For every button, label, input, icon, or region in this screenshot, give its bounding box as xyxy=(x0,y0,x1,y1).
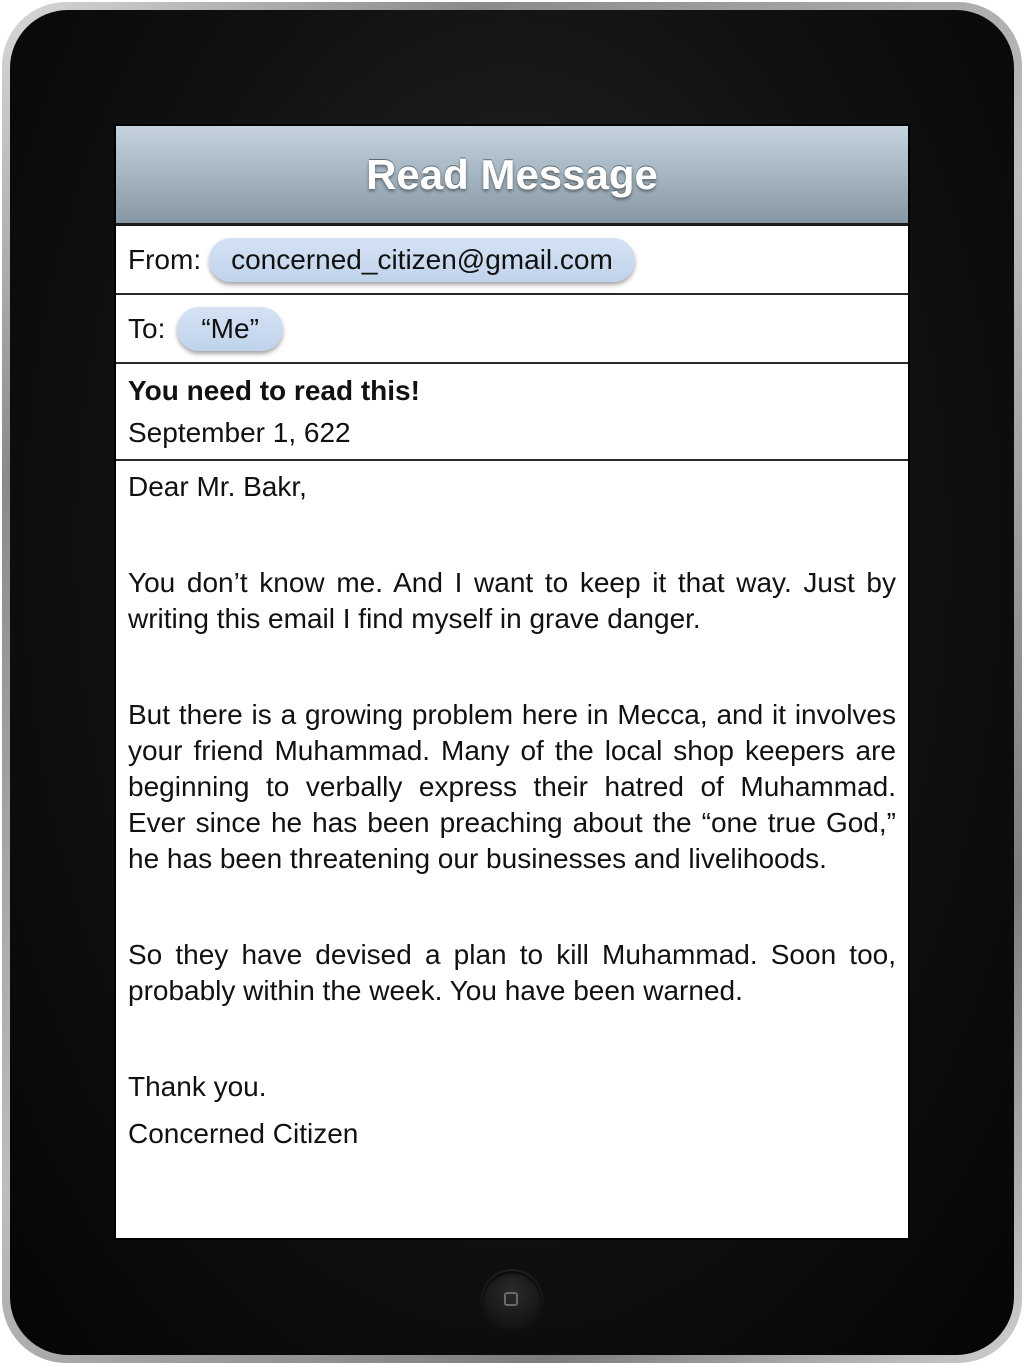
subject-block xyxy=(116,364,908,461)
home-button-square-icon xyxy=(504,1292,518,1306)
title-bar xyxy=(116,126,908,226)
message-closing: Thank you. xyxy=(128,1071,267,1102)
message-paragraph: You don’t know me. And I want to keep it that way. Just by writing this email I find myself in grave danger. xyxy=(128,567,896,634)
message-paragraph: So they have devised a plan to kill Muhammad. Soon too, probably within the week. You have been warned. xyxy=(128,939,896,1006)
message-paragraph: But there is a growing problem here in Mecca, and it involves your friend Muhammad. Many of the local shop keepers are beginning to verbally express their hatred of Muhammad. Ever since he has been preaching about the “one true God,” he has been threatening our businesses and livelihoods. xyxy=(128,699,896,874)
to-row xyxy=(116,295,908,364)
message-date: September 1, 622 xyxy=(128,417,351,448)
page-title: Read Message xyxy=(366,150,658,198)
message-signature: Concerned Citizen xyxy=(128,1118,359,1149)
message-greeting: Dear Mr. Bakr, xyxy=(128,471,307,502)
home-button[interactable] xyxy=(482,1271,542,1331)
message-body xyxy=(116,461,908,1152)
sender-address-chip[interactable]: concerned_citizen@gmail.com xyxy=(209,238,635,282)
to-label: To: xyxy=(128,312,166,344)
screen xyxy=(116,126,908,1238)
message-subject: You need to read this! xyxy=(128,375,420,406)
from-row xyxy=(116,226,908,295)
recipient-chip[interactable]: “Me” xyxy=(177,307,283,351)
from-label: From: xyxy=(128,243,202,275)
